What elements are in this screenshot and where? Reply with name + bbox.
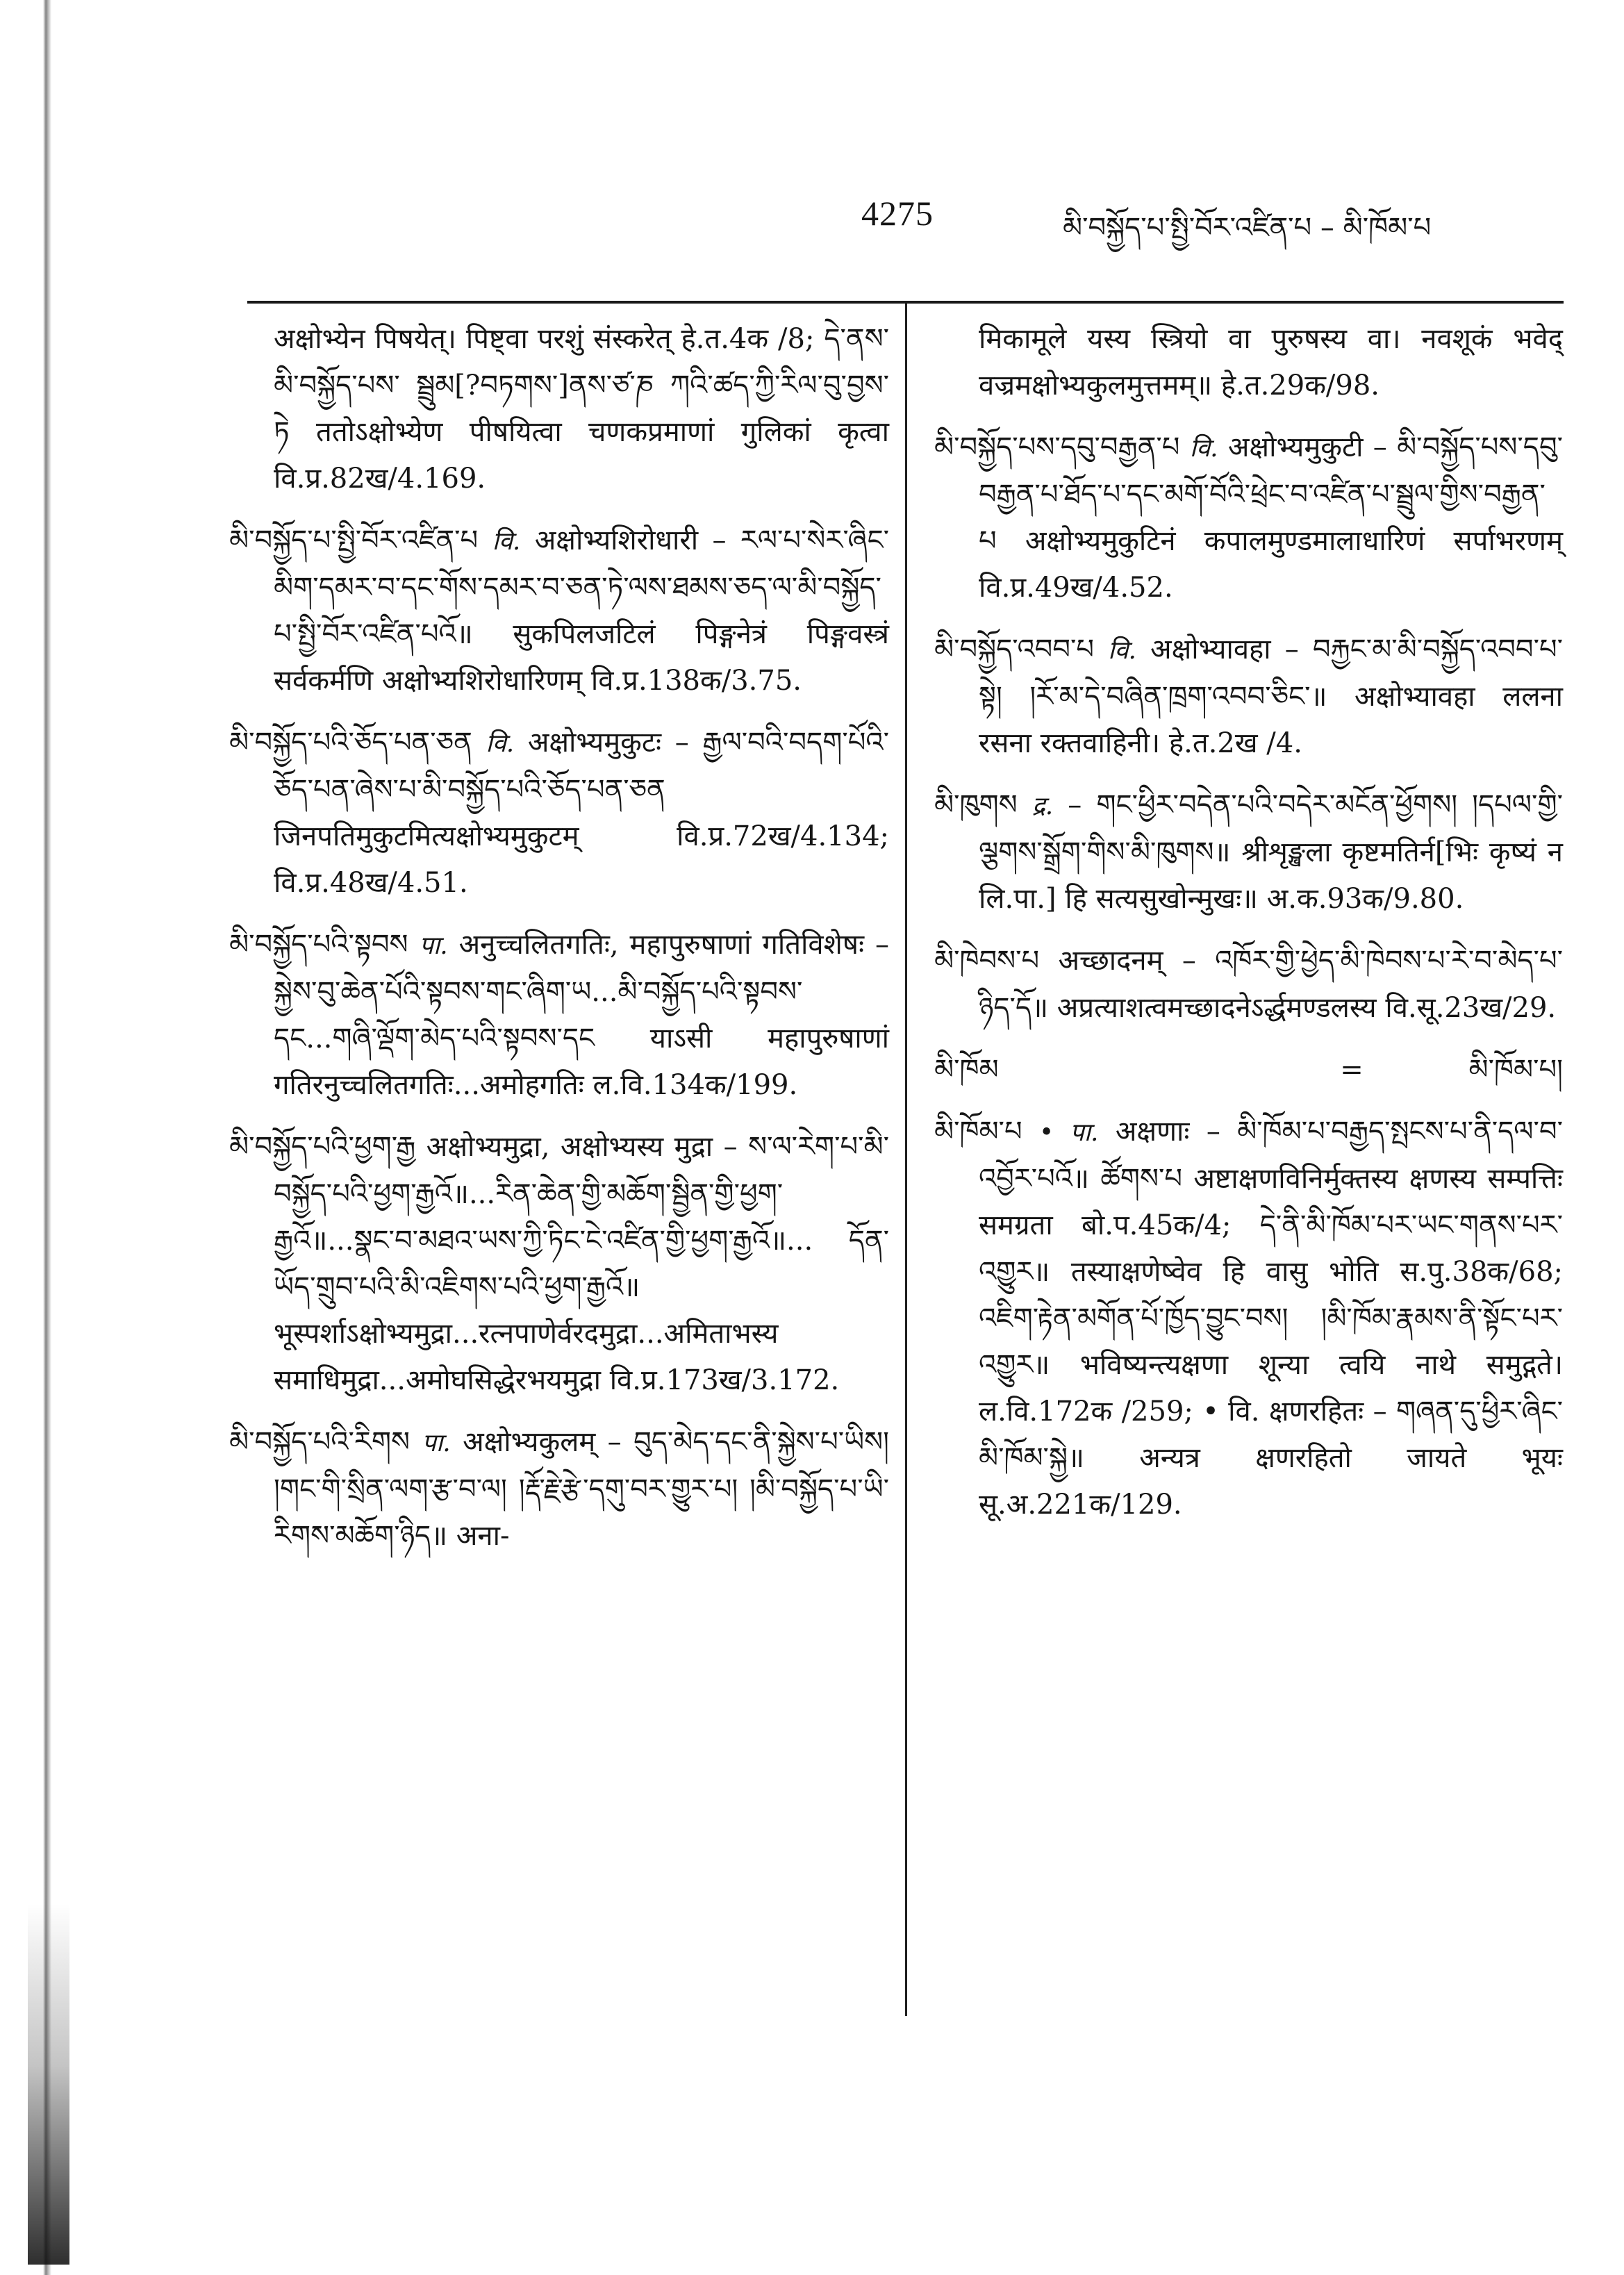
dictionary-entry	[229, 922, 889, 1109]
scan-edge-dark	[28, 1903, 69, 2265]
dictionary-entry	[229, 720, 889, 907]
entry-grammar: वि.	[1108, 636, 1136, 665]
entry-headword: མི་བསྐྱོད་པའི་རིགས	[229, 1426, 410, 1458]
dictionary-entry	[229, 1419, 889, 1560]
entry-grammar: पा.	[419, 932, 448, 960]
entry-grammar: वि.	[492, 527, 521, 556]
cross-reference-entry	[934, 1047, 1563, 1093]
entry-text: अक्षोभ्यमुकुटी – མི་བསྐྱོད་པས་དབུ་བརྒྱན་པ་ཐོད་པ་དང་མགོ་བོའི་ཕྲེང་བ་འཛིན་པ་སྦྲུལ་གྱིས་བརྒྱན་པ अक्षोभ्यमुकुटिनं कपालमुण्डमालाधारिणं सर्पाभरणम् वि.प्र.49ख/4.52.	[979, 431, 1564, 604]
entry-headword: མི་བསྐྱོད་པ་སྤྱི་བོར་འཛིན་པ	[229, 524, 479, 556]
entry-text: अक्षोभ्यमुद्रा, अक्षोभ्यस्य मुद्रा – ས་ལ་རེག་པ་མི་བསྐྱོད་པའི་ཕྱག་རྒྱའོ॥...རིན་ཆེན་གྱི་མཆོག་སྦྱིན་གྱི་ཕྱག་རྒྱའོ॥...སྣང་བ་མཐའ་ཡས་ཀྱི་ཏིང་ངེ་འཛིན་གྱི་ཕྱག་རྒྱའོ॥... དོན་ཡོད་གྲུབ་པའི་མི་འཇིགས་པའི་ཕྱག་རྒྱའོ॥ भूस्पर्शाऽक्षोभ्यमुद्रा...रत्नपाणेर्वरदमुद्रा...अमिताभस्य समाधिमुद्रा...अमोघसिद्धेरभयमुद्रा वि.प्र.173ख/3.172.	[274, 1131, 889, 1396]
entry-headword: མི་བསྐྱོད་པའི་སྟབས	[229, 929, 408, 961]
dictionary-entry	[229, 518, 889, 704]
entry-headword: མི་བསྐྱོད་འབབ་པ	[934, 634, 1094, 665]
dictionary-entry	[934, 424, 1563, 611]
entry-grammar: द्र.	[1031, 792, 1054, 820]
entry-headword: མི་ཁུགས	[934, 789, 1018, 821]
cross-reference-target: མི་ཁོམ་པ།	[1468, 1054, 1563, 1086]
dictionary-entry	[934, 938, 1563, 1032]
entry-grammar: वि.	[486, 729, 515, 758]
entry-text: अक्षणाः – མི་ཁོམ་པ་བརྒྱད་སྤངས་པ་ནི་དལ་བ་འབྱོར་པའོ॥ ཚོགས་པ अष्टाक्षणविनिर्मुक्तस्य क्षणस्य सम्पत्तिः समग्रता बो.प.45क/4; དེ་ནི་མི་ཁོམ་པར་ཡང་གནས་པར་འགྱུར॥ तस्याक्षणेष्वेव हि वासु भोति स.पु.38क/68; འཇིག་རྟེན་མགོན་པོ་ཁྱོད་བྱུང་བས། །མི་ཁོམ་རྣམས་ནི་སྟོང་པར་འགྱུར॥ भविष्यन्त्यक्षणा शून्या त्वयि नाथे समुद्गते। ल.वि.172क /259; • वि. क्षणरहितः – གཞན་དུ་ཕྱིར་ཞིང་མི་ཁོམ་སྐྱེ॥ अन्यत्र क्षणरहितो जायते भूयः सू.अ.221क/129.	[979, 1116, 1563, 1521]
dictionary-entry	[229, 316, 889, 502]
entry-text: अक्षोभ्यकुलम् – བུད་མེད་དང་ནི་སྐྱེས་པ་ཡིས། །གང་གི་སྲིན་ལག་རྩ་བ་ལ། །རྡོ་རྗེ་རྩེ་དགུ་བར་གྱུར་པ། །མི་བསྐྱོད་པ་ཡི་རིགས་མཆོག་ཉིད॥ अना-	[274, 1426, 889, 1552]
dictionary-entry	[934, 316, 1563, 409]
left-column	[229, 316, 889, 1575]
entry-grammar: वि.	[1189, 434, 1218, 463]
dictionary-entry	[229, 1124, 889, 1404]
entry-headword: མི་ཁོམ	[934, 1054, 999, 1086]
entry-headword: མི་བསྐྱོད་པའི་ཕྱག་རྒྱ	[229, 1131, 416, 1163]
entry-text: अक्षोभ्यशिरोधारी – རལ་པ་སེར་ཞིང་ མིག་དམར་བ་དང་གོས་དམར་བ་ཅན་ཏེ་ལས་ཐམས་ཅད་ལ་མི་བསྐྱོད་པ་སྤྱི་བོར་འཛིན་པའོ॥ सुकपिलजटिलं पिङ्गनेत्रं पिङ्गवस्त्रं सर्वकर्मणि अक्षोभ्यशिरोधारिणम् वि.प्र.138क/3.75.	[274, 524, 890, 697]
entry-text: – གང་ཕྱིར་བདེན་པའི་བདེར་མངོན་ཕྱོགས། །དཔལ་གྱི་ལྕགས་སྒྲོག་གིས་མི་ཁུགས॥ श्रीशृङ्खला कृष्टमतिर्न[भिः कृष्यं न लि.पा.] हि सत्यसुखोन्मुखः॥ अ.क.93क/9.80.	[979, 789, 1564, 915]
running-head: མི་བསྐྱོད་པ་སྤྱི་བོར་འཛིན་པ – མི་ཁོམ་པ	[1063, 212, 1432, 244]
entry-text: अक्षोभ्येन पिषयेत्। पिष्ट्वा परशुं संस्करेत् हे.त.4क /8; དེ་ནས་མི་བསྐྱོད་པས་ སྦྲུམ[?བཏགས་]ནས་ཙ་ཎ ཀའི་ཚད་ཀྱི་རིལ་བུ་བྱས་ཏེ ततोऽक्षोभ्येण पीषयित्वा चणकप्रमाणां गुलिकां कृत्वा वि.प्र.82ख/4.169.	[274, 323, 889, 495]
column-divider	[905, 304, 907, 2016]
entry-text: अनुच्चलितगतिः, महापुरुषाणां गतिविशेषः – སྐྱེས་བུ་ཆེན་པོའི་སྟབས་གང་ཞིག་ཡ...མི་བསྐྱོད་པའི་སྟབས་དང...གཞི་ལྡོག་མེད་པའི་སྟབས་དང याऽसी महापुरुषाणां गतिरनुच्चलितगतिः...अमोहगतिः ल.वि.134क/199.	[274, 929, 889, 1101]
entry-text: अच्छादनम् – འཁོར་གྱི་ཕྱེད་མི་ཁེབས་པ་རེ་བ་མེད་པ་ཉིད་དོ॥ अप्रत्याशत्वमच्छादनेऽर्द्धमण्डलस्य वि.सू.23ख/29.	[979, 945, 1564, 1024]
page-number: 4275	[861, 194, 934, 233]
right-column	[934, 316, 1563, 1544]
dictionary-entry	[934, 627, 1563, 767]
entry-grammar: • पा.	[1038, 1118, 1099, 1147]
entry-text: अक्षोभ्यावहा – བརྐྱང་མ་མི་བསྐྱོད་འབབ་པ་སྟེ། །རོ་མ་དེ་བཞིན་ཁྲག་འབབ་ཅིང་॥ अक्षोभ्यावहा ललना रसना रक्तवाहिनी। हे.त.2ख /4.	[979, 634, 1564, 759]
entry-headword: མི་ཁེབས་པ	[934, 945, 1040, 977]
dictionary-entry	[934, 1109, 1563, 1528]
entry-grammar: पा.	[422, 1429, 451, 1457]
entry-headword: མི་ཁོམ་པ	[934, 1116, 1022, 1148]
entry-text: अक्षोभ्यमुकुटः – རྒྱལ་བའི་བདག་པོའི་ཅོད་པན་ཞེས་པ་མི་བསྐྱོད་པའི་ཅོད་པན་ཅན जिनपतिमुकुटमित्यक्षोभ्यमुकुटम् वि.प्र.72ख/4.134; वि.प्र.48ख/4.51.	[274, 727, 890, 899]
entry-headword: མི་བསྐྱོད་པའི་ཅོད་པན་ཅན	[229, 727, 472, 759]
equals-sign: =	[1340, 1054, 1364, 1086]
entry-headword: མི་བསྐྱོད་པས་དབུ་བརྒྱན་པ	[934, 431, 1180, 463]
dictionary-entry	[934, 782, 1563, 923]
entry-text: मिकामूले यस्य स्त्रियो वा पुरुषस्य वा। नवशूकं भवेद् वज्रमक्षोभ्यकुलमुत्तमम्॥ हे.त.29क/98.	[979, 323, 1563, 402]
